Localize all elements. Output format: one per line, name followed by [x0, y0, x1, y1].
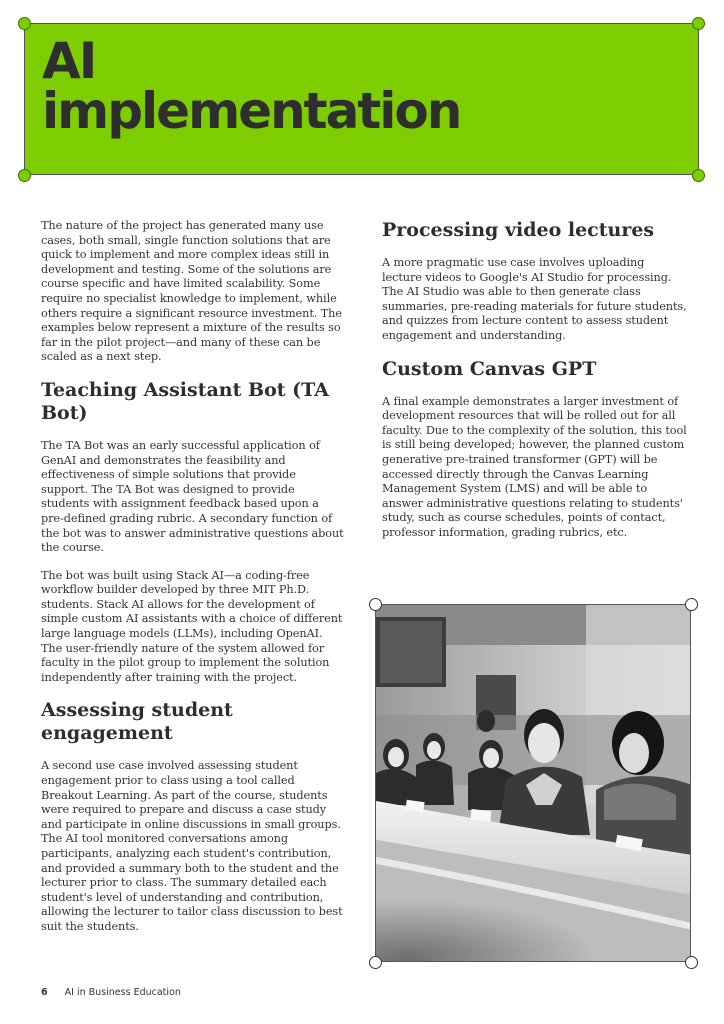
left-column: [41, 219, 344, 948]
ta-bot-paragraph-2: The bot was built using Stack AI—a coding-free workflow builder developed by three MIT Ph.D. students. Stack AI allows for the development of simple custom AI assistants with a choice of different large language models (LLMs), including OpenAI. The user-friendly nature of the system allowed for faculty in the pilot group to implement the solution independently after training with the project.: [41, 568, 343, 684]
photo-corner-handle-bottom-left: [369, 956, 382, 969]
classroom-photo: [375, 604, 691, 962]
photo-corner-handle-top-left: [369, 598, 382, 611]
ta-bot-paragraph-1: The TA Bot was an early successful application of GenAI and demonstrates the feasibility and effectiveness of simple solutions that provide support. The TA Bot was designed to provide students with assignment feedback based upon a pre-defined grading rubric. A secondary function of the bot was to answer administrative questions about the course.: [41, 438, 344, 555]
page-footer: [41, 987, 181, 998]
page-number: 6: [41, 987, 48, 998]
right-column: [382, 219, 687, 554]
photo-corner-handle-top-right: [685, 598, 698, 611]
intro-paragraph: The nature of the project has generated many use cases, both small, single function solutions that are quick to implement and more complex ideas still in development and testing. Some of the solutions are course specific and have limited scalability. Some require no specialist knowledge to implement, while others require a significant resource investment. The examples below represent a mixture of the results so far in the pilot project—and many of these can be scaled as a next step.: [41, 219, 342, 364]
page-title-line-2: implementation: [42, 82, 461, 140]
video-paragraph: A more pragmatic use case involves uploading lecture videos to Google's AI Studio for processing. The AI Studio was able to then generate class summaries, pre-reading materials for future students, and quizzes from lecture content to assess student engagement and understanding.: [382, 256, 687, 342]
banner-corner-handle-top-right: [692, 17, 705, 30]
engagement-paragraph: A second use case involved assessing student engagement prior to class using a tool called Breakout Learning. As part of the course, students were required to prepare and discuss a case study and participate in online discussions in small groups. The AI tool monitored conversations among participants, analyzing each student's contribution, and provided a summary both to the student and the lecturer prior to class. The summary detailed each student's level of understanding and contribution, allowing the lecturer to tailor class discussion to best suit the students.: [41, 759, 343, 933]
ta-bot-heading: Teaching Assistant Bot (TA Bot): [41, 378, 329, 424]
banner-corner-handle-bottom-left: [18, 169, 31, 182]
engagement-heading: Assessing student engagement: [41, 699, 233, 745]
publication-title: AI in Business Education: [64, 987, 181, 998]
banner-corner-handle-top-left: [18, 17, 31, 30]
classroom-photo-illustration: [376, 605, 691, 962]
canvas-paragraph: A final example demonstrates a larger investment of development resources that will be rolled out for all faculty. Due to the complexity of the solution, this tool is still being developed; however, the planned custom generative pre-trained transformer (GPT) will be accessed directly through the Canvas Learning Management System (LMS) and will be able to answer administrative questions relating to students' study, such as course schedules, points of contact, professor information, grading rubrics, etc.: [382, 394, 687, 539]
photo-corner-handle-bottom-right: [685, 956, 698, 969]
page-title-line-1: AI: [42, 32, 96, 90]
canvas-heading: Custom Canvas GPT: [382, 357, 597, 380]
video-heading: Processing video lectures: [382, 219, 655, 241]
page-title: [42, 32, 682, 140]
banner-corner-handle-bottom-right: [692, 169, 705, 182]
title-banner: [24, 23, 699, 175]
